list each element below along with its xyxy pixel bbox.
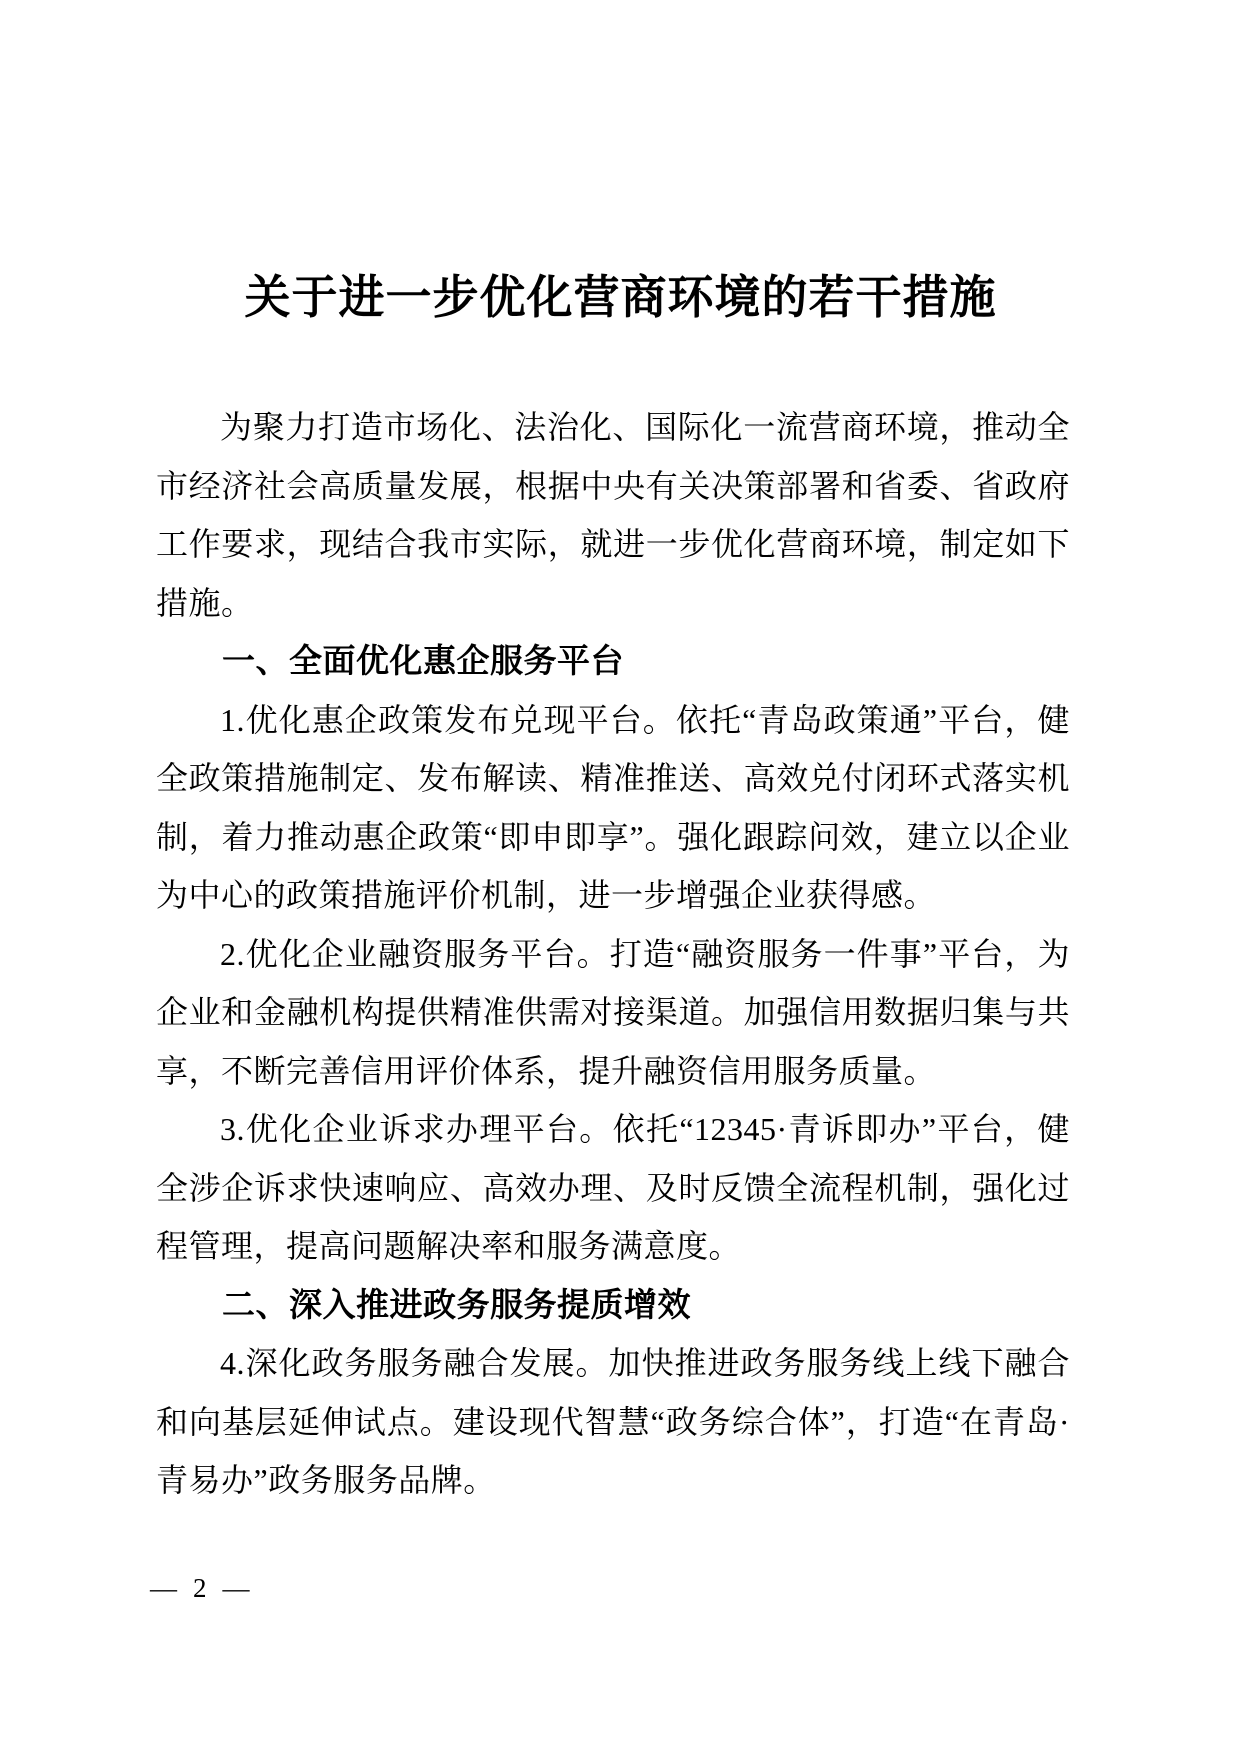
body-paragraph: 2.优化企业融资服务平台。打造“融资服务一件事”平台，为企业和金融机构提供精准供需对接渠道。加强信用数据归集与共享，不断完善信用评价体系，提升融资信用服务质量。: [156, 935, 1070, 1089]
section-heading: 二、深入推进政务服务提质增效: [222, 1285, 691, 1323]
page-footer: [150, 1572, 252, 1604]
body-paragraph: 1.优化惠企政策发布兑现平台。依托“青岛政策通”平台，健全政策措施制定、发布解读、精准推送、高效兑付闭环式落实机制，着力推动惠企政策“即申即享”。强化跟踪问效，建立以企业为中心的政策措施评价机制，进一步增强企业获得感。: [156, 701, 1070, 913]
page-number: 2: [193, 1573, 209, 1603]
section-heading: 一、全面优化惠企服务平台: [222, 642, 624, 679]
body-paragraph: 4.深化政务服务融合发展。加快推进政务服务线上线下融合和向基层延伸试点。建设现代智慧“政务综合体”，打造“在青岛·青易办”政务服务品牌。: [156, 1345, 1070, 1498]
document-body: [156, 398, 1070, 1510]
body-paragraph: 3.优化企业诉求办理平台。依托“12345·青诉即办”平台，健全涉企诉求快速响应、高效办理、及时反馈全流程机制，强化过程管理，提高问题解决率和服务满意度。: [156, 1111, 1070, 1264]
document-title: 关于进一步优化营商环境的若干措施: [244, 272, 997, 323]
footer-dash-right: —: [222, 1573, 252, 1603]
body-paragraph: 为聚力打造市场化、法治化、国际化一流营商环境，推动全市经济社会高质量发展，根据中央有关决策部署和省委、省政府工作要求，现结合我市实际，就进一步优化营商环境，制定如下措施。: [156, 409, 1070, 621]
footer-dash-left: —: [150, 1573, 179, 1603]
